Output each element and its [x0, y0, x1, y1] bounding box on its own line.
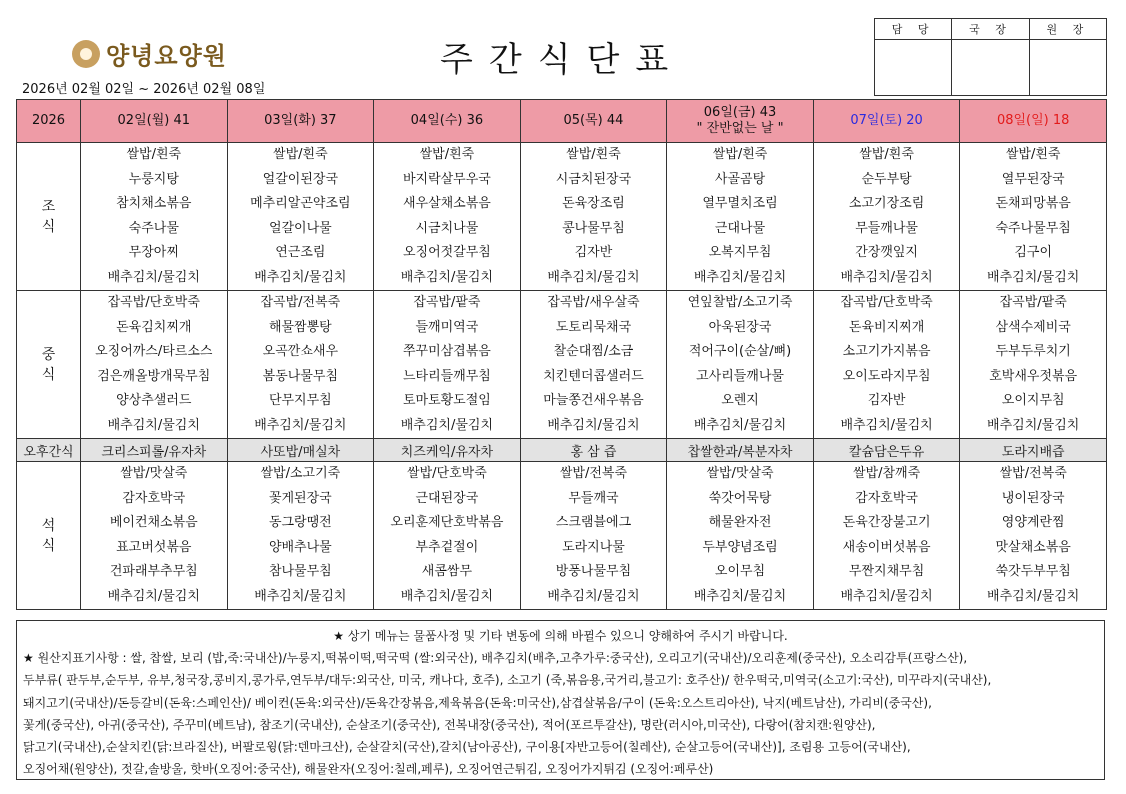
- day-header: [667, 100, 814, 143]
- menu-item: 배추김치/물김치: [693, 269, 787, 285]
- dinner-cell: [81, 462, 228, 610]
- menu-item: 콩나물무침: [562, 220, 625, 236]
- menu-item: 방풍나물무침: [555, 564, 632, 579]
- breakfast-cell: [960, 143, 1107, 291]
- dinner-row: [17, 462, 1107, 610]
- menu-item: 배추김치/물김치: [840, 588, 933, 604]
- menu-item: 양배추나물: [268, 539, 332, 555]
- date-range: 2026년 02월 02일 ~ 2026년 02월 08일: [22, 82, 266, 97]
- notes-box: [16, 620, 1105, 780]
- menu-item: 쌀밥/흰죽: [1005, 147, 1061, 162]
- day-header: [520, 100, 667, 143]
- menu-item: 순두부탕: [861, 171, 912, 187]
- menu-item: 배추김치/물김치: [254, 269, 347, 285]
- dinner-cell: [960, 462, 1107, 610]
- approval-box: [874, 18, 1107, 96]
- snack-cell: 크리스피롤/유자차: [81, 439, 228, 462]
- menu-item: 쌀밥/전복죽: [999, 466, 1067, 481]
- flower-logo-icon: [72, 40, 100, 68]
- menu-item: 배추김치/물김치: [107, 588, 200, 604]
- approval-sign-cell[interactable]: [1029, 40, 1106, 96]
- weekly-menu-table: [16, 99, 1107, 610]
- dinner-cell: [520, 462, 667, 610]
- lunch-row: [17, 291, 1107, 439]
- menu-item: 사골곰탕: [714, 171, 766, 187]
- snack-cell: 치즈케익/유자차: [374, 439, 521, 462]
- menu-item: 배추김치/물김치: [400, 417, 494, 433]
- page-title: 주간식단표: [440, 40, 685, 80]
- breakfast-cell: [81, 143, 228, 291]
- breakfast-cell: [374, 143, 521, 291]
- day-label: 04일(수) 36: [410, 113, 484, 128]
- breakfast-label: 조 식: [17, 143, 81, 291]
- snack-label: 오후간식: [17, 439, 81, 462]
- menu-item: 얼갈이된장국: [262, 171, 339, 187]
- menu-item: 오이무침: [714, 564, 766, 579]
- snack-cell: 도라지배즙: [960, 439, 1107, 462]
- menu-item: 잡곡밥/전복죽: [260, 295, 341, 310]
- menu-item: 오이지무침: [1001, 393, 1065, 408]
- menu-item: 건파래부추무침: [109, 564, 198, 579]
- snack-cell: 칼슘담은두유: [813, 439, 960, 462]
- menu-item: 돈육장조림: [562, 196, 625, 211]
- menu-item: 새콤쌈무: [421, 564, 473, 579]
- menu-item: 숙주나물무침: [995, 220, 1071, 236]
- menu-item: 배추김치/물김치: [254, 417, 347, 433]
- menu-item: 양상추샐러드: [116, 393, 192, 408]
- menu-item: 도라지나물: [562, 539, 625, 555]
- menu-item: 오이도라지무침: [842, 368, 931, 384]
- menu-item: 아욱된장국: [708, 319, 772, 335]
- dinner-cell: [227, 462, 374, 610]
- menu-item: 김자반: [574, 245, 613, 260]
- menu-item: 잡곡밥/새우살죽: [547, 295, 640, 310]
- menu-item: 쌀밥/전복죽: [559, 466, 628, 481]
- menu-item: 돈육간장불고기: [842, 515, 931, 530]
- snack-cell: 사또밥/매실차: [227, 439, 374, 462]
- menu-item: 새송이버섯볶음: [842, 539, 931, 555]
- approval-label: 담 당: [875, 19, 952, 40]
- breakfast-row: [17, 143, 1107, 291]
- menu-item: 쌀밥/흰죽: [566, 147, 621, 162]
- lunch-cell: [227, 291, 374, 439]
- origin-line: 꽃게(중국산), 아귀(중국산), 주꾸미(베트남), 참조기(국내산), 순살조기(중국산), 전복내장(중국산), 적어(포르투갈산), 명란(러시아,미국산), 다랑어(참치캔:원양산),: [23, 717, 876, 732]
- year-cell: 2026: [17, 100, 81, 143]
- menu-item: 배추김치/물김치: [107, 269, 200, 285]
- menu-item: 배추김치/물김치: [987, 269, 1080, 285]
- menu-item: 김자반: [867, 393, 906, 408]
- menu-item: 소고기장조림: [848, 196, 925, 211]
- menu-item: 쌀밥/흰죽: [859, 147, 914, 162]
- menu-item: 시금치된장국: [555, 171, 632, 187]
- origin-line: 돼지고기(국내산)/돈등갈비(돈육:스페인산)/ 베이컨(돈육:외국산)/돈육간장볶음,제육볶음(돈육:미국산),삼겹살볶음/구이 (돈육:오스트리아산), 낙지(베트남산), 가리비(중국산),: [23, 695, 932, 710]
- logo: [72, 36, 227, 71]
- menu-item: 소고기가지볶음: [842, 344, 931, 359]
- menu-item: 오징어까스/타르소스: [95, 344, 213, 359]
- menu-item: 치킨텐더콥샐러드: [543, 368, 644, 384]
- menu-item: 쌀밥/맛살죽: [120, 466, 188, 481]
- menu-item: 쑥갓두부무침: [995, 564, 1071, 579]
- menu-item: 돈육비지찌개: [848, 319, 925, 335]
- menu-item: 열무된장국: [1001, 171, 1065, 187]
- day-label: 08일(일) 18: [996, 113, 1070, 128]
- menu-item: 두부양념조림: [702, 539, 778, 555]
- menu-item: 배추김치/물김치: [840, 417, 933, 433]
- menu-item: 쭈꾸미삼겹볶음: [402, 344, 491, 359]
- menu-item: 무들깨국: [568, 490, 619, 506]
- menu-item: 숙주나물: [128, 220, 179, 236]
- menu-item: 오리훈제단호박볶음: [390, 515, 504, 530]
- menu-item: 배추김치/물김치: [987, 417, 1080, 433]
- breakfast-cell: [813, 143, 960, 291]
- origin-line: 두부류( 판두부,순두부, 유부,청국장,콩비지,콩가루,연두부/대두:외국산, 미국, 캐나다, 호주), 소고기 (죽,볶음용,국거리,불고기: 호주산)/ 한우떡국,미역국(소고기:국산), 미꾸라지(국내산),: [23, 673, 992, 688]
- menu-item: 누룽지탕: [128, 171, 179, 187]
- breakfast-cell: [520, 143, 667, 291]
- menu-item: 연잎찰밥/소고기죽: [687, 295, 793, 310]
- logo-text: 양녕요양원: [106, 42, 227, 70]
- lunch-cell: [960, 291, 1107, 439]
- menu-item: 감자호박국: [122, 490, 186, 506]
- notice-text: ★ 상기 메뉴는 물품사정 및 기타 변동에 의해 바뀔수 있으니 양해하여 주시기 바랍니다.: [333, 629, 788, 643]
- menu-item: 꽃게된장국: [268, 490, 332, 506]
- day-header-row: [17, 100, 1107, 143]
- menu-item: 영양계란찜: [1001, 515, 1065, 530]
- day-header: [374, 100, 521, 143]
- origin-line: ★ 원산지표기사항 : 쌀, 찹쌀, 보리 (밥,죽:국내산)/누룽지,떡볶이떡,떡국떡 (쌀:외국산), 배추김치(배추,고추가루:중국산), 오리고기(국내산)/오리훈제(중국산), 오소리감투(프랑스산),: [23, 651, 968, 666]
- day-note: " 잔반없는 날 ": [696, 121, 784, 136]
- menu-item: 해물짬뽕탕: [268, 319, 332, 335]
- menu-item: 토마토황도절임: [402, 393, 491, 408]
- menu-item: 돈육김치찌개: [116, 319, 192, 335]
- menu-item: 부추겉절이: [415, 539, 479, 555]
- menu-item: 배추김치/물김치: [987, 588, 1080, 604]
- menu-item: 배추김치/물김치: [547, 269, 640, 285]
- menu-item: 오렌지: [721, 393, 759, 408]
- menu-item: 찰순대찜/소금: [553, 344, 634, 359]
- menu-item: 배추김치/물김치: [547, 417, 640, 433]
- menu-item: 단무지무침: [268, 393, 332, 408]
- dinner-cell: [667, 462, 814, 610]
- menu-item: 잡곡밥/단호박죽: [840, 295, 933, 310]
- menu-item: 무들깨나물: [855, 220, 918, 236]
- day-header: [813, 100, 960, 143]
- approval-sign-cell[interactable]: [952, 40, 1029, 96]
- breakfast-cell: [667, 143, 814, 291]
- menu-item: 적어구이(순살/뼈): [688, 344, 792, 359]
- menu-item: 오복지무침: [708, 245, 772, 260]
- menu-item: 쌀밥/소고기죽: [260, 466, 341, 481]
- menu-item: 새우살채소볶음: [402, 196, 491, 211]
- lunch-cell: [813, 291, 960, 439]
- menu-item: 잡곡밥/단호박죽: [107, 295, 200, 310]
- menu-item: 배추김치/물김치: [693, 417, 787, 433]
- menu-item: 쑥갓어묵탕: [708, 490, 772, 506]
- menu-item: 배추김치/물김치: [254, 588, 347, 604]
- menu-item: 스크램블에그: [555, 515, 632, 530]
- snack-cell: 홍 삼 즙: [520, 439, 667, 462]
- origin-line: 닭고기(국내산),순살치킨(닭:브라질산), 버팔로윙(닭:덴마크산), 순살갈치(국산),갈치(남아공산), 구이용[자반고등어(칠레산), 순살고등어(국내산)], 조림용 고등어(국내산),: [23, 740, 911, 755]
- origin-line: 오징어채(원양산), 젓갈,솔방울, 핫바(오징어:중국산), 해물완자(오징어:칠레,페루), 오징어연근튀김, 오징어가지튀김 (오징어:페루산): [23, 762, 714, 777]
- menu-item: 삼색수제비국: [995, 319, 1071, 335]
- menu-item: 베이컨채소볶음: [109, 515, 198, 530]
- lunch-cell: [520, 291, 667, 439]
- menu-item: 검은깨올방개묵무침: [97, 368, 211, 384]
- menu-item: 봄동나물무침: [262, 368, 339, 384]
- menu-item: 두부두루치기: [995, 344, 1071, 359]
- approval-label: 원 장: [1029, 19, 1106, 40]
- menu-item: 고사리들깨나물: [696, 368, 784, 384]
- menu-item: 들깨미역국: [415, 319, 479, 335]
- day-header: [960, 100, 1107, 143]
- menu-item: 돈채피망볶음: [995, 196, 1071, 211]
- menu-item: 바지락살무우국: [402, 171, 491, 187]
- menu-item: 쌀밥/흰죽: [419, 147, 475, 162]
- menu-item: 메추리알곤약조림: [250, 196, 351, 211]
- menu-item: 동그랑땡전: [268, 515, 332, 530]
- lunch-cell: [374, 291, 521, 439]
- menu-item: 잡곡밥/팥죽: [413, 295, 481, 310]
- dinner-label: 석 식: [17, 462, 81, 610]
- day-label: 05(목) 44: [563, 113, 624, 128]
- menu-item: 호박새우젓볶음: [989, 368, 1078, 384]
- menu-item: 배추김치/물김치: [400, 588, 494, 604]
- menu-item: 참나물무침: [268, 564, 332, 579]
- menu-item: 잡곡밥/팥죽: [999, 295, 1067, 310]
- menu-item: 얼갈이나물: [268, 220, 332, 236]
- day-label: 06일(금) 43: [703, 105, 777, 120]
- menu-item: 쌀밥/맛살죽: [706, 466, 774, 481]
- menu-item: 열무멸치조림: [702, 196, 778, 211]
- menu-item: 무짠지채무침: [848, 564, 925, 579]
- day-header: [227, 100, 374, 143]
- day-label: 02일(월) 41: [117, 113, 191, 128]
- breakfast-cell: [227, 143, 374, 291]
- menu-item: 도토리묵채국: [555, 319, 632, 335]
- dinner-cell: [813, 462, 960, 610]
- day-label: 03일(화) 37: [264, 113, 337, 128]
- menu-item: 쌀밥/흰죽: [712, 147, 768, 162]
- menu-item: 쌀밥/단호박죽: [407, 466, 487, 481]
- menu-item: 느타리들깨무침: [402, 368, 491, 384]
- menu-item: 배추김치/물김치: [547, 588, 640, 604]
- menu-item: 해물완자전: [708, 515, 772, 530]
- menu-item: 쌀밥/참깨죽: [853, 466, 921, 481]
- dinner-cell: [374, 462, 521, 610]
- menu-item: 김구이: [1014, 245, 1053, 260]
- menu-item: 감자호박국: [855, 490, 918, 506]
- approval-label: 국 장: [952, 19, 1029, 40]
- day-label: 07일(토) 20: [850, 113, 923, 128]
- menu-item: 배추김치/물김치: [400, 269, 494, 285]
- menu-item: 근대나물: [714, 220, 766, 236]
- menu-item: 배추김치/물김치: [840, 269, 933, 285]
- menu-item: 근대된장국: [415, 490, 479, 506]
- menu-item: 쌀밥/흰죽: [273, 147, 328, 162]
- lunch-label: 중 식: [17, 291, 81, 439]
- approval-sign-cell[interactable]: [875, 40, 952, 96]
- lunch-cell: [667, 291, 814, 439]
- menu-item: 간장깻잎지: [855, 245, 918, 260]
- menu-item: 맛살채소볶음: [995, 539, 1071, 555]
- menu-item: 시금치나물: [415, 220, 479, 236]
- menu-item: 오곡깐쇼새우: [262, 344, 339, 359]
- snack-cell: 찹쌀한과/복분자차: [667, 439, 814, 462]
- menu-item: 배추김치/물김치: [693, 588, 787, 604]
- lunch-cell: [81, 291, 228, 439]
- menu-item: 배추김치/물김치: [107, 417, 200, 433]
- menu-item: 쌀밥/흰죽: [126, 147, 182, 162]
- day-header: [81, 100, 228, 143]
- snack-row: [17, 439, 1107, 462]
- menu-item: 오징어젓갈무침: [402, 245, 491, 260]
- menu-item: 표고버섯볶음: [116, 539, 192, 555]
- menu-item: 마늘쫑건새우볶음: [543, 393, 644, 408]
- menu-item: 참치채소볶음: [116, 196, 192, 211]
- menu-item: 냉이된장국: [1001, 490, 1065, 506]
- menu-item: 무장아찌: [128, 245, 179, 260]
- menu-item: 연근조림: [275, 245, 326, 260]
